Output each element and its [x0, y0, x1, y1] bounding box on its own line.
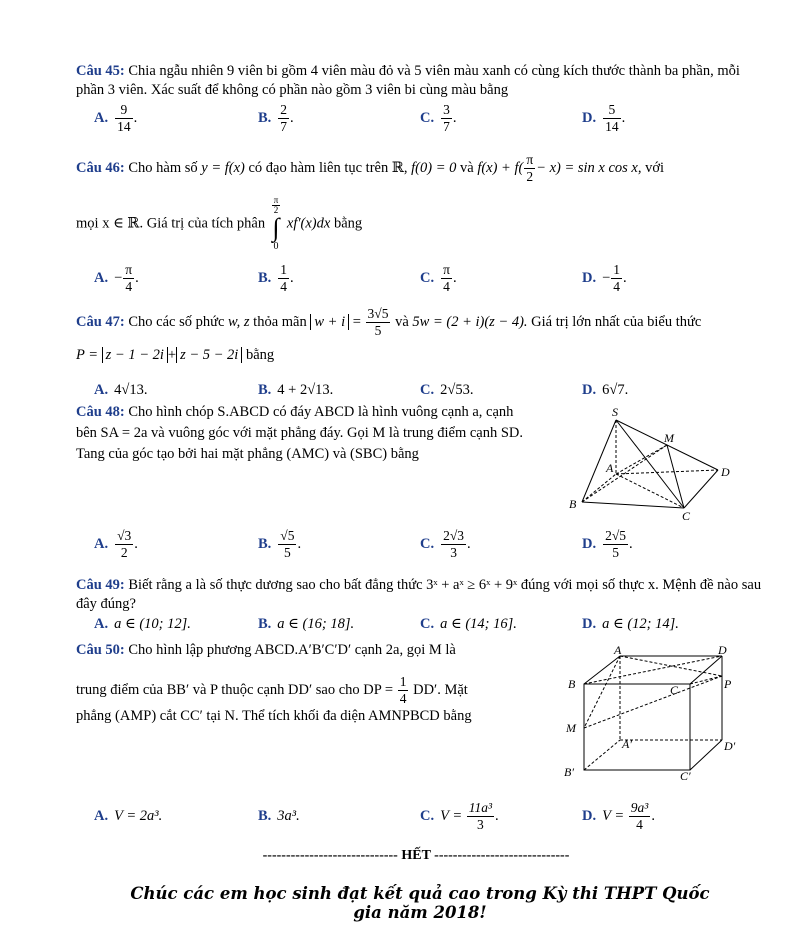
option-c: C. a ∈ (14; 16]. [420, 616, 517, 632]
label-C: C [670, 683, 679, 697]
label-S: S [612, 405, 618, 419]
label-M: M [566, 721, 576, 735]
fraction: $\frac{\text{9a³}}{4}$ [630, 800, 649, 832]
label-B: B [569, 497, 577, 511]
label-P: P [724, 677, 732, 691]
fraction: $\frac{2}{7}$ [280, 102, 288, 134]
question-label: Câu 49: [76, 577, 125, 593]
option-b: B. 3a³. [258, 808, 300, 824]
label-D-prime: D′ [724, 739, 736, 753]
fraction: $\frac{9}{14}$ [117, 102, 131, 134]
question-label: Câu 48: [76, 404, 125, 420]
option-a: A. − $\frac{\pi}{4}$ . [94, 262, 139, 294]
label-M: M [664, 431, 674, 445]
fraction: $\frac{1}{4}$ [613, 262, 621, 294]
question-47: Câu 47: Cho các số phức w, z thỏa mãn w + i = $\frac{3√5}{5}$ và 5w = (2 + i)(z − 4). Giá trị lớn nhất của biểu thức [76, 306, 702, 338]
fraction: $\frac{3√5}{5}$ [367, 306, 389, 338]
end-marker: ----------------------------- HẾT ----------------------------- [262, 848, 570, 863]
option-d: D. $\frac{5}{14}$ . [582, 102, 626, 134]
integral-sign: $\frac{\pi}{2}$ ∫ 0 [272, 195, 280, 252]
fraction: $\frac{√3}{2}$ [117, 528, 132, 560]
question-label: Câu 50: [76, 642, 125, 658]
option-b: B. $\frac{1}{4}$ . [258, 262, 294, 294]
question-text: Chia ngẫu nhiên 9 viên bi gồm 4 viên màu đỏ và 5 viên màu xanh có cùng kích thước thành ba phần, mỗi phần 3 viên. Xác suất để không có phần nào gồm 3 viên bi cùng màu bằng [76, 63, 740, 98]
question-50-line2: trung điểm của BB′ và P thuộc cạnh DD′ sao cho DP = $\frac{1}{4}$ DD′. Mặt [76, 674, 468, 706]
option-d: D. V = $\frac{\text{9a³}}{4}$ . [582, 800, 655, 832]
label-D: D [721, 465, 730, 479]
question-48: Câu 48: Cho hình chóp S.ABCD có đáy ABCD là hình vuông cạnh a, cạnh bên SA = 2a và vuông góc với mặt phẳng đáy. Gọi M là trung điểm cạnh SD. Tang của góc tạo bởi hai mặt phẳng (AMC) và (SBC) bằng [76, 404, 524, 462]
option-d: D. 6√7. [582, 382, 629, 398]
fraction: $\frac{2√3}{3}$ [443, 528, 465, 560]
label-D: D [718, 644, 727, 657]
question-50: Câu 50: Cho hình lập phương ABCD.A′B′C′D′ cạnh 2a, gọi M là [76, 642, 456, 658]
fraction: $\frac{\pi}{4}$ [443, 262, 450, 294]
question-46: Câu 46: Cho hàm số y = f(x) có đạo hàm liên tục trên ℝ, f(0) = 0 và f(x) + f( $\frac{\pi}{2}$ − x) = sin x cos x, với [76, 152, 665, 184]
fraction: $\frac{\pi}{4}$ [125, 262, 133, 294]
fraction: $\frac{1}{4}$ [399, 674, 407, 706]
question-label: Câu 45: [76, 63, 125, 79]
question-label: Câu 47: [76, 313, 125, 330]
label-B: B [568, 677, 576, 691]
option-b: B. 4 + 2√13. [258, 382, 334, 398]
closing-message: Chúc các em học sinh đạt kết quả cao trong Kỳ thi THPT Quốc gia năm 2018! [130, 884, 710, 922]
option-c: C. V = $\frac{\text{11a³}}{3}$ . [420, 800, 499, 832]
option-a: A. $\frac{9}{14}$ . [94, 102, 138, 134]
fraction: $\frac{1}{4}$ [280, 262, 288, 294]
question-47-line2: P = z − 1 − 2i + z − 5 − 2i bằng [76, 347, 275, 363]
label-A: A [614, 644, 622, 657]
question-label: Câu 46: [76, 159, 125, 176]
option-c: C. $\frac{\pi}{4}$ . [420, 262, 457, 294]
fraction: $\frac{\pi}{2}$ [526, 152, 534, 184]
label-C: C [682, 509, 691, 522]
option-c: C. 2√53. [420, 382, 474, 398]
fraction: $\frac{\text{11a³}}{3}$ [468, 800, 493, 832]
question-49: Câu 49: Biết rằng a là số thực dương sao cho bất đẳng thức 3ˣ + aˣ ≥ 6ˣ + 9ˣ đúng với mọi số thực x. Mệnh đề nào sau đây đúng? [76, 577, 762, 612]
option-b: B. $\frac{√5}{5}$ . [258, 528, 302, 560]
option-b: B. $\frac{2}{7}$ . [258, 102, 294, 134]
fraction: $\frac{2√5}{5}$ [605, 528, 627, 560]
option-a: A. 4√13. [94, 382, 148, 398]
option-a: A. $\frac{√3}{2}$ . [94, 528, 138, 560]
fraction: $\frac{5}{14}$ [605, 102, 619, 134]
pyramid-figure [566, 404, 746, 522]
question-50-line3: phẳng (AMP) cắt CC′ tại N. Thể tích khối đa diện AMNPBCD bằng [76, 708, 472, 724]
option-c: C. $\frac{2√3}{3}$ . [420, 528, 471, 560]
option-b: B. a ∈ (16; 18]. [258, 616, 355, 632]
option-d: D. − $\frac{1}{4}$ . [582, 262, 627, 294]
label-B-prime: B′ [564, 765, 574, 779]
question-45 [76, 62, 762, 100]
fraction: $\frac{√5}{5}$ [280, 528, 295, 560]
option-a: A. a ∈ (10; 12]. [94, 616, 191, 632]
option-d: D. a ∈ (12; 14]. [582, 616, 679, 632]
option-a: A. V = 2a³. [94, 808, 163, 824]
question-46-line2: mọi x ∈ ℝ. Giá trị của tích phân $\frac{\pi}{2}$ ∫ 0 xf′(x)dx bằng [76, 195, 363, 252]
label-A: A [606, 461, 614, 475]
label-A-prime: A′ [622, 737, 632, 751]
fraction: $\frac{3}{7}$ [443, 102, 450, 134]
label-C-prime: C′ [680, 769, 691, 783]
option-d: D. $\frac{2√5}{5}$ . [582, 528, 633, 560]
option-c: C. $\frac{3}{7}$ . [420, 102, 457, 134]
cube-figure [558, 644, 748, 784]
